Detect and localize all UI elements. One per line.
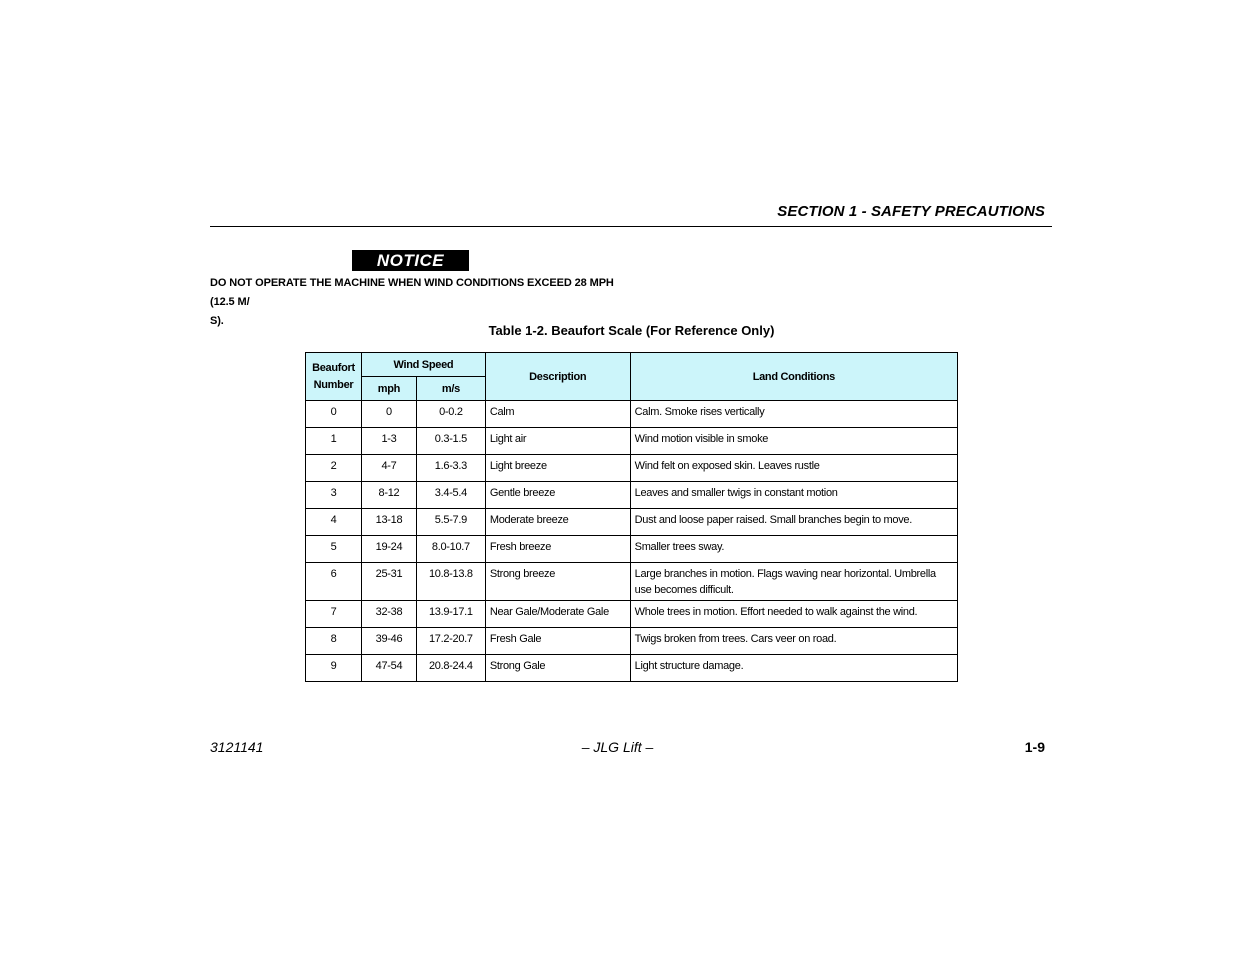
section-title: SECTION 1 - SAFETY PRECAUTIONS — [777, 203, 1045, 220]
table-row — [306, 601, 958, 628]
cell-land-conditions: Wind motion visible in smoke — [630, 428, 957, 455]
header-beaufort-line1: Beaufort — [312, 361, 355, 374]
header-ms: m/s — [416, 377, 485, 401]
cell-ms: 0.3-1.5 — [416, 428, 485, 455]
table-row — [306, 563, 958, 601]
cell-description: Gentle breeze — [485, 482, 630, 509]
cell-number: 0 — [306, 401, 362, 428]
cell-ms: 5.5-7.9 — [416, 509, 485, 536]
cell-mph: 13-18 — [361, 509, 416, 536]
cell-ms: 1.6-3.3 — [416, 455, 485, 482]
table-row — [306, 536, 958, 563]
cell-ms: 17.2-20.7 — [416, 628, 485, 655]
cell-land-conditions: Calm. Smoke rises vertically — [630, 401, 957, 428]
cell-land-conditions: Wind felt on exposed skin. Leaves rustle — [630, 455, 957, 482]
cell-ms: 13.9-17.1 — [416, 601, 485, 628]
cell-number: 9 — [306, 655, 362, 682]
cell-ms: 0-0.2 — [416, 401, 485, 428]
cell-description: Light air — [485, 428, 630, 455]
cell-description: Near Gale/Moderate Gale — [485, 601, 630, 628]
cell-description: Moderate breeze — [485, 509, 630, 536]
notice-text-line2: S). — [210, 315, 224, 327]
cell-ms: 20.8-24.4 — [416, 655, 485, 682]
cell-number: 1 — [306, 428, 362, 455]
footer-doc-number: 3121141 — [210, 739, 264, 755]
table-row — [306, 509, 958, 536]
cell-land-conditions: Whole trees in motion. Effort needed to walk against the wind. — [630, 601, 957, 628]
table-row — [306, 455, 958, 482]
cell-mph: 19-24 — [361, 536, 416, 563]
header-rule — [210, 226, 1052, 227]
header-land-conditions: Land Conditions — [630, 353, 957, 401]
cell-mph: 0 — [361, 401, 416, 428]
notice-badge: NOTICE — [352, 250, 469, 271]
cell-mph: 8-12 — [361, 482, 416, 509]
header-beaufort-number — [306, 353, 362, 401]
cell-mph: 39-46 — [361, 628, 416, 655]
notice-text-line1: DO NOT OPERATE THE MACHINE WHEN WIND CONDITIONS EXCEED 28 MPH (12.5 M/ — [210, 277, 614, 308]
cell-ms: 8.0-10.7 — [416, 536, 485, 563]
table-row — [306, 482, 958, 509]
cell-number: 6 — [306, 563, 362, 601]
footer-page-number: 1-9 — [1024, 739, 1045, 755]
cell-number: 5 — [306, 536, 362, 563]
cell-land-conditions: Leaves and smaller twigs in constant motion — [630, 482, 957, 509]
table-caption: Table 1-2. Beaufort Scale (For Reference Only) — [488, 323, 775, 338]
header-beaufort-line2: Number — [313, 378, 354, 391]
beaufort-table — [305, 352, 958, 682]
cell-number: 7 — [306, 601, 362, 628]
footer-brand: – JLG Lift – — [581, 739, 654, 755]
cell-land-conditions: Smaller trees sway. — [630, 536, 957, 563]
cell-number: 4 — [306, 509, 362, 536]
header-mph: mph — [361, 377, 416, 401]
cell-number: 8 — [306, 628, 362, 655]
cell-description: Light breeze — [485, 455, 630, 482]
cell-description: Calm — [485, 401, 630, 428]
cell-number: 2 — [306, 455, 362, 482]
header-description: Description — [485, 353, 630, 401]
cell-ms: 10.8-13.8 — [416, 563, 485, 601]
cell-description: Fresh breeze — [485, 536, 630, 563]
cell-description: Strong breeze — [485, 563, 630, 601]
cell-land-conditions: Light structure damage. — [630, 655, 957, 682]
cell-mph: 47-54 — [361, 655, 416, 682]
table-row — [306, 401, 958, 428]
table-row — [306, 655, 958, 682]
cell-description: Fresh Gale — [485, 628, 630, 655]
header-wind-speed: Wind Speed — [361, 353, 485, 377]
table-row — [306, 628, 958, 655]
cell-mph: 32-38 — [361, 601, 416, 628]
cell-number: 3 — [306, 482, 362, 509]
cell-mph: 4-7 — [361, 455, 416, 482]
cell-land-conditions: Large branches in motion. Flags waving near horizontal. Umbrella use becomes difficult. — [630, 563, 957, 601]
cell-mph: 1-3 — [361, 428, 416, 455]
cell-land-conditions: Dust and loose paper raised. Small branches begin to move. — [630, 509, 957, 536]
cell-description: Strong Gale — [485, 655, 630, 682]
cell-land-conditions: Twigs broken from trees. Cars veer on road. — [630, 628, 957, 655]
cell-mph: 25-31 — [361, 563, 416, 601]
table-row — [306, 428, 958, 455]
cell-ms: 3.4-5.4 — [416, 482, 485, 509]
